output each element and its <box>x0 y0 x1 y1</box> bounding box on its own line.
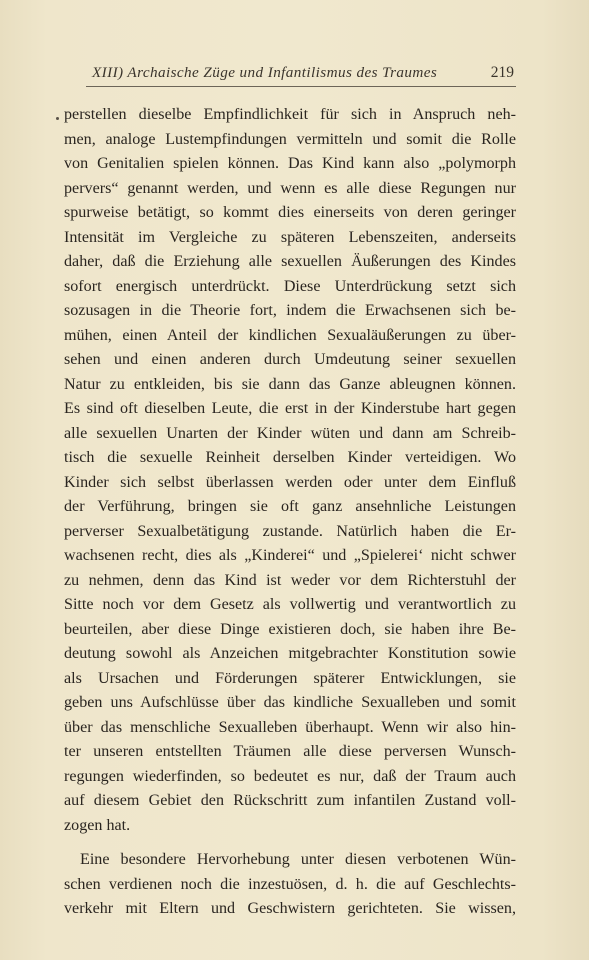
chapter-title: XIII) Archaische Züge und Infantilismus des Traumes <box>92 64 438 81</box>
text-line: wachsenen recht, dies als „Kinderei“ und „Spielerei‘ nicht schwer <box>64 547 516 564</box>
text-line: perverser Sexualbetätigung zustande. Natürlich haben die Er- <box>64 522 516 540</box>
text-line: perstellen dieselbe Empfindlichkeit für sich in Anspruch neh- <box>64 106 516 123</box>
body-text <box>64 103 516 922</box>
text-line: beurteilen, aber diese Dinge existieren doch, sie haben ihre Be- <box>64 620 516 638</box>
text-line: mühen, einen Anteil der kindlichen Sexualäußerungen zu über- <box>64 326 516 344</box>
text-line: zu nehmen, denn das Kind ist weder vor dem Richterstuhl der <box>64 571 516 589</box>
text-line: ter unseren entstellten Träumen alle diese perversen Wunsch- <box>64 743 516 760</box>
text-line: als Ursachen und Förderungen späterer Entwicklungen, sie <box>64 669 516 687</box>
text-line: daher, daß die Erziehung alle sexuellen Äußerungen des Kindes <box>64 253 516 270</box>
page-number: 219 <box>490 64 514 81</box>
ink-speck <box>56 117 59 120</box>
text-line: alle sexuellen Unarten der Kinder wüten und dann am Schreib- <box>64 424 516 442</box>
text-line: zogen hat. <box>64 816 131 834</box>
text-line: Sitte noch vor dem Gesetz als vollwertig und verantwortlich zu <box>64 596 516 613</box>
text-line: über das menschliche Sexualleben überhaupt. Wenn wir also hin- <box>64 718 516 736</box>
text-line: verkehr mit Eltern und Geschwistern gerichteten. Sie wissen, <box>64 900 516 917</box>
text-line: tisch die sexuelle Reinheit derselben Kinder verteidigen. Wo <box>64 449 516 466</box>
text-line: schen verdienen noch die inzestuösen, d. h. die auf Geschlechts- <box>64 875 516 893</box>
text-line: geben uns Aufschlüsse über das kindliche Sexualleben und somit <box>64 694 516 711</box>
text-line: Es sind oft dieselben Leute, die erst in der Kinderstube hart gegen <box>64 400 516 417</box>
text-line: pervers“ genannt werden, und wenn es alle diese Regungen nur <box>64 179 516 197</box>
text-line: deutung sowohl als Anzeichen mitgebrachter Konstitution sowie <box>64 645 516 662</box>
running-header <box>86 62 516 87</box>
text-line: regungen wiederfinden, so bedeutet es nur, daß der Traum auch <box>64 767 516 785</box>
text-line: Kinder sich selbst überlassen werden oder unter dem Einfluß <box>64 473 516 491</box>
text-line: Intensität im Vergleiche zu späteren Lebenszeiten, anderseits <box>64 228 516 246</box>
text-line: sozusagen in die Theorie fort, indem die Erwachsenen sich be- <box>64 302 516 319</box>
text-line: der Verführung, bringen sie oft ganz ansehnliche Leistungen <box>64 498 516 515</box>
text-line: Natur zu entkleiden, bis sie dann das Ganze ableugnen können. <box>64 375 516 393</box>
text-line: sehen und einen anderen durch Umdeutung seiner sexuellen <box>64 351 516 368</box>
text-line: Eine besondere Hervorhebung unter diesen verbotenen Wün- <box>80 851 516 868</box>
text-line: von Genitalien spielen können. Das Kind kann also „polymorph <box>64 155 516 172</box>
text-line: auf diesem Gebiet den Rückschritt zum infantilen Zustand voll- <box>64 792 516 809</box>
text-line: sofort energisch unterdrückt. Diese Unterdrückung setzt sich <box>64 277 516 295</box>
text-line: men, analoge Lustempfindungen vermitteln und somit die Rolle <box>64 130 516 148</box>
text-line: spurweise betätigt, so kommt dies einerseits von deren geringer <box>64 204 516 221</box>
